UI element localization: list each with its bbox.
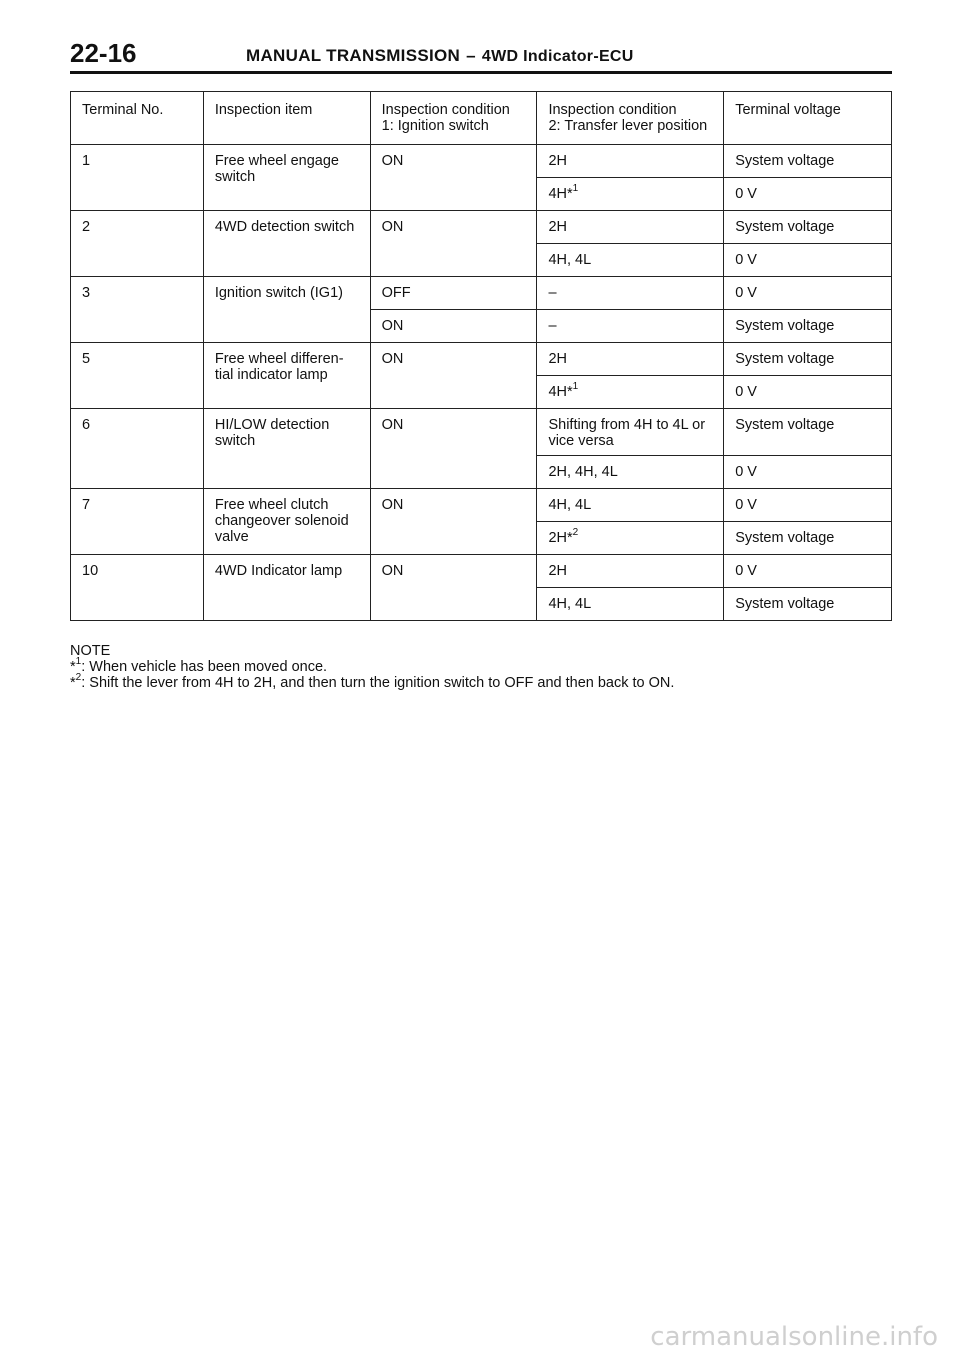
footnote-ref: 1 bbox=[572, 381, 579, 393]
ignition-cell: ON bbox=[370, 145, 537, 211]
position-text: 4H* bbox=[548, 384, 573, 400]
header-condition-2-line1: Inspection condition bbox=[548, 102, 677, 118]
ignition-cell: ON bbox=[370, 310, 537, 343]
header-condition-1-line1: Inspection condition bbox=[381, 102, 510, 118]
site-watermark: carmanualsonline.info bbox=[650, 1322, 938, 1352]
title-separator: – bbox=[466, 46, 476, 65]
position-cell bbox=[537, 343, 724, 376]
footnote-1 bbox=[70, 656, 900, 675]
table-row bbox=[71, 555, 892, 588]
voltage-cell: 0 V bbox=[724, 555, 892, 588]
table-row bbox=[71, 343, 892, 376]
voltage-cell: 0 V bbox=[724, 277, 892, 310]
table-row bbox=[71, 277, 892, 310]
ignition-cell: ON bbox=[370, 555, 537, 621]
footnote-marker: * bbox=[70, 659, 76, 675]
position-text: 2H bbox=[548, 153, 567, 169]
position-cell bbox=[537, 178, 724, 211]
position-cell bbox=[537, 376, 724, 409]
item-cell: Free wheel clutch changeover solenoid valve bbox=[203, 489, 370, 555]
voltage-cell: 0 V bbox=[724, 376, 892, 409]
position-text: 4H, 4L bbox=[548, 596, 592, 612]
position-text: 2H bbox=[548, 351, 567, 367]
position-cell bbox=[537, 244, 724, 277]
voltage-cell: System voltage bbox=[724, 588, 892, 621]
item-cell: Free wheel engage switch bbox=[203, 145, 370, 211]
page-number: 22-16 bbox=[70, 38, 137, 68]
footnote-number: 2 bbox=[75, 672, 82, 684]
terminal-cell: 5 bbox=[71, 343, 204, 409]
position-text: 2H bbox=[548, 563, 567, 579]
header-condition-2 bbox=[537, 92, 724, 145]
table-row bbox=[71, 409, 892, 456]
ignition-cell: ON bbox=[370, 409, 537, 489]
position-text: 4H, 4L bbox=[548, 497, 592, 513]
header-terminal: Terminal No. bbox=[71, 92, 204, 145]
ignition-cell: ON bbox=[370, 211, 537, 277]
terminal-cell: 3 bbox=[71, 277, 204, 343]
voltage-cell: 0 V bbox=[724, 456, 892, 489]
position-cell bbox=[537, 489, 724, 522]
ignition-cell: OFF bbox=[370, 277, 537, 310]
voltage-cell: System voltage bbox=[724, 211, 892, 244]
footnote-ref: 1 bbox=[572, 183, 579, 195]
terminal-cell: 6 bbox=[71, 409, 204, 489]
position-text: 2H* bbox=[548, 530, 573, 546]
position-text: Shifting from 4H to 4L or vice versa bbox=[548, 417, 706, 449]
position-text: 4H, 4L bbox=[548, 252, 592, 268]
position-cell: – bbox=[537, 310, 724, 343]
terminal-cell: 10 bbox=[71, 555, 204, 621]
voltage-cell: System voltage bbox=[724, 409, 892, 456]
header-item: Inspection item bbox=[203, 92, 370, 145]
position-text: 2H bbox=[548, 219, 567, 235]
voltage-cell: 0 V bbox=[724, 244, 892, 277]
item-cell: 4WD detection switch bbox=[203, 211, 370, 277]
footnote-marker: * bbox=[70, 675, 76, 691]
terminal-cell: 7 bbox=[71, 489, 204, 555]
voltage-cell: System voltage bbox=[724, 310, 892, 343]
subsection-title: 4WD Indicator-ECU bbox=[481, 48, 634, 65]
position-cell bbox=[537, 555, 724, 588]
position-cell bbox=[537, 522, 724, 555]
item-cell: Free wheel differen- tial indicator lamp bbox=[203, 343, 370, 409]
position-cell: – bbox=[537, 277, 724, 310]
header-voltage: Terminal voltage bbox=[724, 92, 892, 145]
section-title: MANUAL TRANSMISSION bbox=[246, 46, 461, 65]
voltage-cell: System voltage bbox=[724, 343, 892, 376]
table-row bbox=[71, 145, 892, 178]
footnote-ref: 2 bbox=[572, 527, 579, 539]
ignition-cell: ON bbox=[370, 489, 537, 555]
header-condition-1 bbox=[370, 92, 537, 145]
position-cell bbox=[537, 456, 724, 489]
voltage-cell: System voltage bbox=[724, 145, 892, 178]
notes-label: NOTE bbox=[70, 643, 111, 659]
voltage-cell: 0 V bbox=[724, 489, 892, 522]
footnote-2 bbox=[70, 672, 900, 691]
position-cell bbox=[537, 588, 724, 621]
position-cell bbox=[537, 211, 724, 244]
voltage-cell: 0 V bbox=[724, 178, 892, 211]
header-condition-2-line2: 2: Transfer lever position bbox=[548, 118, 708, 134]
page-title bbox=[246, 46, 634, 66]
page-header bbox=[70, 38, 892, 72]
table-header-row bbox=[71, 92, 892, 145]
item-cell: Ignition switch (IG1) bbox=[203, 277, 370, 343]
footnote-number: 1 bbox=[75, 656, 82, 668]
inspection-table bbox=[70, 91, 892, 621]
position-text: 2H, 4H, 4L bbox=[548, 464, 618, 480]
header-rule bbox=[70, 71, 892, 74]
table-row bbox=[71, 211, 892, 244]
item-cell: 4WD Indicator lamp bbox=[203, 555, 370, 621]
header-condition-1-line2: 1: Ignition switch bbox=[381, 118, 489, 134]
table-row bbox=[71, 489, 892, 522]
position-text: 4H* bbox=[548, 186, 573, 202]
terminal-cell: 1 bbox=[71, 145, 204, 211]
terminal-cell: 2 bbox=[71, 211, 204, 277]
ignition-cell: ON bbox=[370, 343, 537, 409]
footnote-text: : Shift the lever from 4H to 2H, and then turn the ignition switch to OFF and then back to ON. bbox=[81, 675, 675, 691]
position-cell bbox=[537, 145, 724, 178]
notes-section bbox=[70, 643, 900, 691]
footnote-text: : When vehicle has been moved once. bbox=[81, 659, 328, 675]
voltage-cell: System voltage bbox=[724, 522, 892, 555]
item-cell: HI/LOW detection switch bbox=[203, 409, 370, 489]
position-cell bbox=[537, 409, 724, 456]
